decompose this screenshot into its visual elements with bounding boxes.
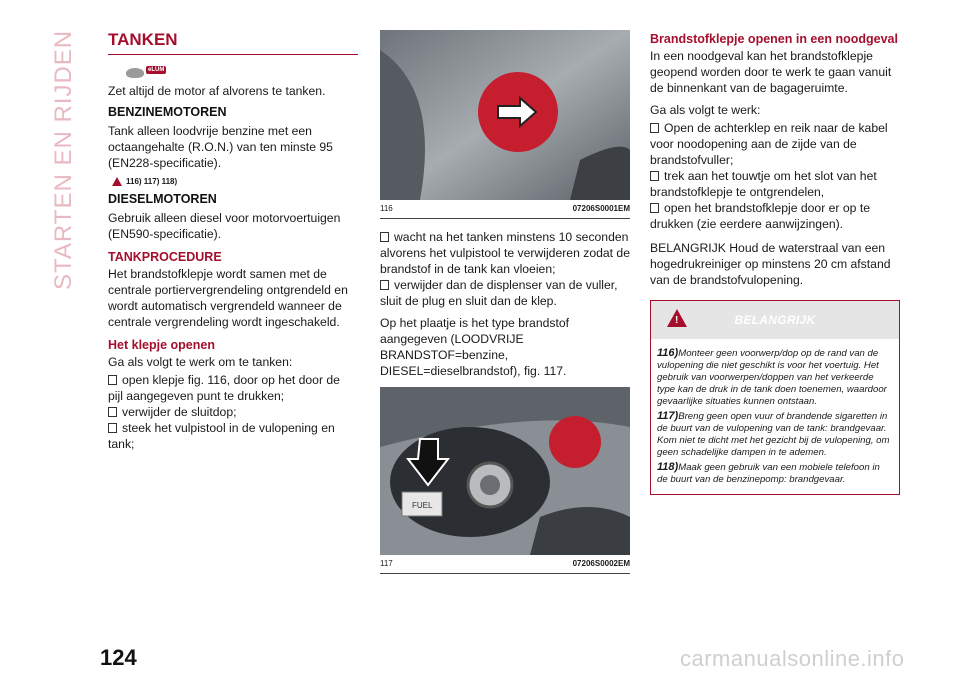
checkbox-bullet-icon <box>380 280 389 290</box>
warning-item: 118)Maak geen gebruik van een mobiele telefoon in de buurt van de benzinepomp: brandgevaar. <box>657 461 880 485</box>
checkbox-bullet-icon <box>650 171 659 181</box>
checkbox-bullet-icon <box>380 232 389 242</box>
elum-badge: eLUM <box>148 67 165 73</box>
checkbox-bullet-icon <box>108 423 117 433</box>
diesel-text: Gebruik alleen diesel voor motorvoertuigen (EN590-specificatie). <box>108 211 341 241</box>
benzine-text: Tank alleen loodvrije benzine met een octaangehalte (R.O.N.) van ten minste 95 (EN228-specificatie). <box>108 124 333 170</box>
references-text: 116) 117) 118) <box>126 177 178 186</box>
list-item: steek het vulpistool in de vulopening en tank; <box>108 421 335 451</box>
list-item: trek aan het touwtje om het slot van het brandstofklepje te ontgrendelen, <box>650 169 877 199</box>
warning-item: 117)Breng geen open vuur of brandende sigaretten in de buurt van de vulopening van de tank: brandgevaar. Kom niet te dicht met het gezicht bij de vulopening, om geen schadelijke dampen in te ademen. <box>657 410 890 458</box>
emergency-text: In een noodgeval kan het brandstofklepje geopend worden door te werk te gaan vanuit de binnenkant van de bagageruimte. <box>650 49 892 95</box>
side-section-title: STARTEN EN RIJDEN <box>50 30 77 291</box>
list-item: verwijder de sluitdop; <box>108 404 358 420</box>
diesel-heading: DIESELMOTOREN <box>108 192 217 206</box>
figure-code: 07206S0001EM <box>572 204 630 213</box>
open-intro: Ga als volgt te werk om te tanken: <box>108 355 293 369</box>
column-left <box>108 30 358 452</box>
figure-116 <box>380 30 630 200</box>
procedure-heading: TANKPROCEDURE <box>108 250 222 264</box>
warning-references <box>112 177 358 186</box>
figure-caption <box>380 200 630 219</box>
figure-number: 116 <box>380 204 393 213</box>
column-middle <box>380 30 630 584</box>
section-heading: TANKEN <box>108 30 358 55</box>
warning-item: 116)Monteer geen voorwerp/dop op de rand van de vulopening die niet geschikt is voor het voertuig. Het gebruik van voorwerpen/doppen van het verkeerde type kan de druk in de tank doen toenemen, waardoor gevaarlijke situaties kunnen ontstaan. <box>657 347 887 407</box>
figure-caption <box>380 555 630 574</box>
benzine-heading: BENZINEMOTOREN <box>108 105 227 119</box>
elum-indicator <box>126 61 358 79</box>
svg-text:FUEL: FUEL <box>412 501 433 510</box>
list-item: wacht na het tanken minstens 10 seconden alvorens het vulpistool te verwijderen zodat de brandstof in de tank kan vloeien; <box>380 230 630 276</box>
warning-title: BELANGRIJK <box>734 313 816 327</box>
checkbox-bullet-icon <box>108 375 117 385</box>
plate-text: Op het plaatje is het type brandstof aangegeven (LOODVRIJE BRANDSTOF=benzine, DIESEL=dieselbrandstof), fig. 117. <box>380 316 570 378</box>
warning-triangle-icon <box>112 177 122 186</box>
intro-text: Zet altijd de motor af alvorens te tanken. <box>108 84 326 98</box>
list-item: open klepje fig. 116, door op het door de pijl aangegeven punt te drukken; <box>108 373 340 403</box>
warning-box <box>650 300 900 495</box>
procedure-text: Het brandstofklepje wordt samen met de centrale portiervergrendeling ontgrendeld en wordt automatisch vergrendeld wanneer de centrale vergrendeling wordt ingeschakeld. <box>108 267 348 329</box>
checkbox-bullet-icon <box>650 123 659 133</box>
figure-117 <box>380 387 630 555</box>
list-item: verwijder dan de displenser van de vuller, sluit de plug en sluit dan de klep. <box>380 278 618 308</box>
steps-intro: Ga als volgt te werk: <box>650 103 761 117</box>
watermark: carmanualsonline.info <box>680 646 905 671</box>
emergency-heading: Brandstofklepje openen in een noodgeval <box>650 32 898 46</box>
checkbox-bullet-icon <box>108 407 117 417</box>
important-text: BELANGRIJK Houd de waterstraal van een hogedrukreiniger op minstens 20 cm afstand van de brandstofvulopening. <box>650 241 891 287</box>
page-number: 124 <box>100 645 137 670</box>
warning-body <box>651 339 899 494</box>
open-heading: Het klepje openen <box>108 338 215 352</box>
column-right <box>650 30 900 495</box>
fuel-door-illustration <box>380 30 630 200</box>
figure-code: 07206S0002EM <box>572 559 630 568</box>
figure-number: 117 <box>380 559 393 568</box>
fuel-filler-illustration <box>380 387 630 555</box>
list-item: open het brandstofklepje door er op te drukken (zie eerdere aanwijzingen). <box>650 201 870 231</box>
warning-header: ! BELANGRIJK <box>651 301 899 339</box>
checkbox-bullet-icon <box>650 203 659 213</box>
list-item: Open de achterklep en reik naar de kabel voor noodopening aan de zijde van de brandstofvuller; <box>650 121 888 167</box>
fuel-pump-icon <box>126 68 144 78</box>
